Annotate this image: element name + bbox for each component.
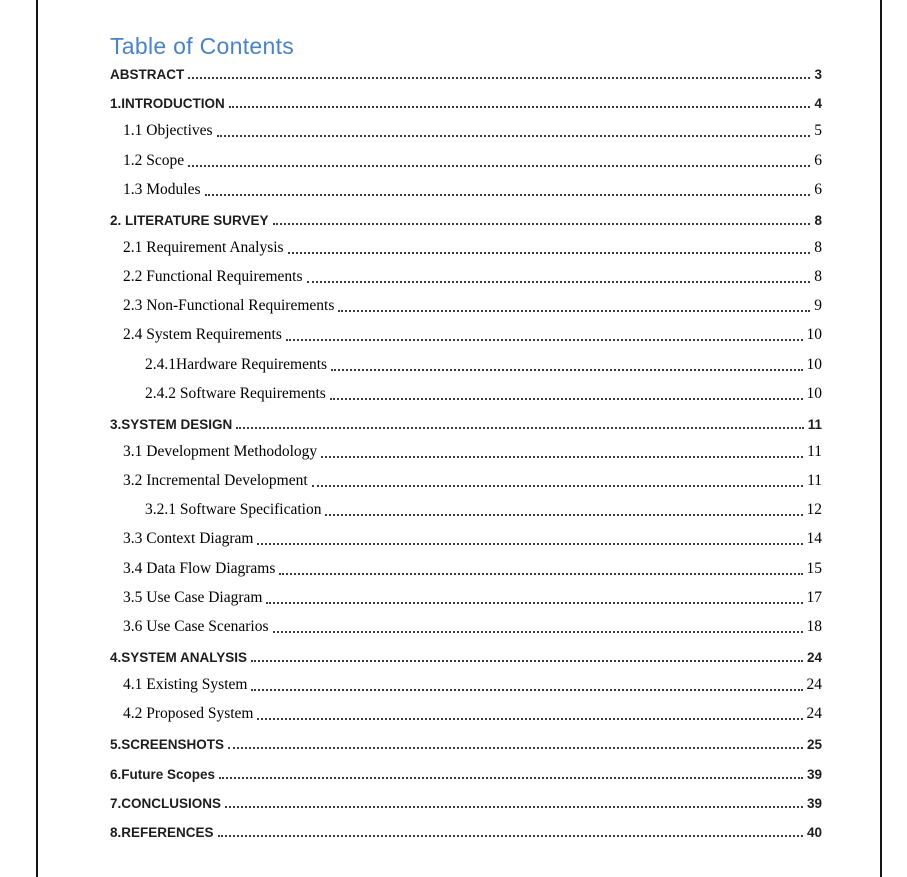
toc-entry-label: 1.3 Modules [123, 180, 201, 198]
toc-leader-dots [219, 777, 803, 779]
toc-entry-page: 6 [814, 180, 822, 198]
toc-entry-label: 2.4.1Hardware Requirements [145, 355, 328, 373]
toc-entry[interactable] [110, 435, 822, 464]
toc-entry[interactable] [110, 260, 822, 289]
toc-title: Table of Contents [110, 33, 295, 59]
toc-entry-label: 3.2.1 Software Specification [145, 501, 322, 519]
toc-entry-label: 3.3 Context Diagram [123, 530, 254, 548]
toc-entry-page: 11 [807, 416, 822, 432]
toc-leader-dots [257, 718, 802, 720]
toc-leader-dots [338, 310, 810, 312]
toc-entry-page: 11 [807, 442, 822, 460]
toc-entry[interactable] [110, 755, 822, 784]
toc-entry[interactable] [110, 726, 822, 755]
toc-leader-dots [188, 77, 810, 79]
toc-entry-label: 3.6 Use Case Scenarios [123, 617, 269, 635]
toc-leader-dots [266, 602, 802, 604]
toc-entry[interactable] [110, 464, 822, 493]
toc-leader-dots [205, 194, 811, 196]
toc-entry-page: 40 [806, 824, 822, 840]
toc-entry-label: 4.2 Proposed System [123, 705, 254, 723]
toc-entry-label: 2.4.2 Software Requirements [145, 384, 326, 402]
page-border-right [880, 0, 882, 877]
toc-entry-label: 3.2 Incremental Development [123, 472, 308, 490]
toc-leader-dots [257, 543, 802, 545]
toc-entry[interactable] [110, 377, 822, 406]
toc-entry[interactable] [110, 173, 822, 202]
toc-entry-label: 2. LITERATURE SURVEY [110, 212, 269, 228]
toc-leader-dots [307, 281, 811, 283]
toc-entry-label: 4.SYSTEM ANALYSIS [110, 649, 248, 665]
toc-leader-dots [325, 514, 802, 516]
toc-leader-dots [236, 427, 803, 429]
toc-entry[interactable] [110, 406, 822, 435]
toc-entry[interactable] [110, 289, 822, 318]
toc-entry-label: 7.CONCLUSIONS [110, 795, 222, 811]
toc-entry[interactable] [110, 551, 822, 580]
toc-leader-dots [288, 252, 811, 254]
toc-entry[interactable] [110, 85, 822, 114]
toc-entry[interactable] [110, 581, 822, 610]
toc-list [110, 56, 822, 843]
toc-entry-label: ABSTRACT [110, 67, 185, 83]
toc-entry-label: 5.SCREENSHOTS [110, 737, 225, 753]
toc-entry[interactable] [110, 610, 822, 639]
toc-leader-dots [286, 339, 803, 341]
toc-entry[interactable] [110, 56, 822, 85]
toc-entry-label: 4.1 Existing System [123, 676, 248, 694]
toc-leader-dots [225, 806, 803, 808]
toc-leader-dots [217, 135, 811, 137]
toc-entry-page: 6 [814, 151, 822, 169]
toc-leader-dots [188, 165, 810, 167]
toc-leader-dots [229, 106, 811, 108]
toc-leader-dots [273, 223, 811, 225]
toc-entry[interactable] [110, 202, 822, 231]
toc-entry-page: 3 [814, 67, 822, 83]
toc-entry-label: 1.1 Objectives [123, 122, 213, 140]
toc-leader-dots [312, 485, 803, 487]
toc-entry[interactable] [110, 347, 822, 376]
toc-entry-page: 24 [806, 649, 822, 665]
toc-entry-page: 8 [814, 238, 822, 256]
toc-entry-page: 4 [814, 96, 822, 112]
toc-entry-page: 5 [814, 122, 822, 140]
toc-entry-label: 3.SYSTEM DESIGN [110, 416, 233, 432]
toc-entry[interactable] [110, 318, 822, 347]
toc-entry-page: 12 [806, 501, 822, 519]
toc-entry[interactable] [110, 114, 822, 143]
toc-entry-page: 8 [814, 268, 822, 286]
toc-entry-page: 11 [807, 472, 822, 490]
toc-entry[interactable] [110, 493, 822, 522]
toc-entry-page: 15 [806, 559, 822, 577]
toc-entry-label: 2.2 Functional Requirements [123, 268, 303, 286]
toc-entry-label: 8.REFERENCES [110, 824, 214, 840]
toc-entry-label: 2.3 Non-Functional Requirements [123, 297, 335, 315]
toc-entry[interactable] [110, 668, 822, 697]
toc-entry-page: 14 [806, 530, 822, 548]
toc-leader-dots [279, 573, 802, 575]
toc-entry[interactable] [110, 143, 822, 172]
toc-leader-dots [251, 660, 803, 662]
toc-leader-dots [321, 456, 803, 458]
page-border-left [36, 0, 38, 877]
toc-entry-label: 2.4 System Requirements [123, 326, 282, 344]
toc-entry-page: 9 [814, 297, 822, 315]
toc-leader-dots [273, 631, 803, 633]
toc-entry[interactable] [110, 814, 822, 843]
toc-entry-page: 10 [806, 355, 822, 373]
toc-entry[interactable] [110, 522, 822, 551]
toc-entry[interactable] [110, 231, 822, 260]
toc-entry[interactable] [110, 639, 822, 668]
toc-entry[interactable] [110, 785, 822, 814]
toc-entry-page: 39 [806, 766, 822, 782]
toc-entry-label: 3.4 Data Flow Diagrams [123, 559, 276, 577]
toc-entry[interactable] [110, 697, 822, 726]
toc-entry-page: 18 [806, 617, 822, 635]
toc-leader-dots [218, 835, 803, 837]
toc-entry-label: 6.Future Scopes [110, 766, 216, 782]
toc-entry-page: 10 [806, 384, 822, 402]
toc-entry-label: 2.1 Requirement Analysis [123, 238, 284, 256]
toc-entry-label: 1.INTRODUCTION [110, 96, 225, 112]
toc-entry-page: 8 [814, 212, 822, 228]
toc-entry-page: 17 [806, 588, 822, 606]
toc-leader-dots [228, 747, 803, 749]
toc-leader-dots [331, 369, 802, 371]
toc-entry-label: 1.2 Scope [123, 151, 185, 169]
toc-entry-page: 10 [806, 326, 822, 344]
toc-entry-page: 25 [806, 737, 822, 753]
toc-entry-label: 3.5 Use Case Diagram [123, 588, 263, 606]
toc-entry-label: 3.1 Development Methodology [123, 442, 318, 460]
toc-leader-dots [251, 689, 802, 691]
toc-entry-page: 24 [806, 676, 822, 694]
toc-entry-page: 39 [806, 795, 822, 811]
toc-leader-dots [330, 398, 803, 400]
toc-entry-page: 24 [806, 705, 822, 723]
